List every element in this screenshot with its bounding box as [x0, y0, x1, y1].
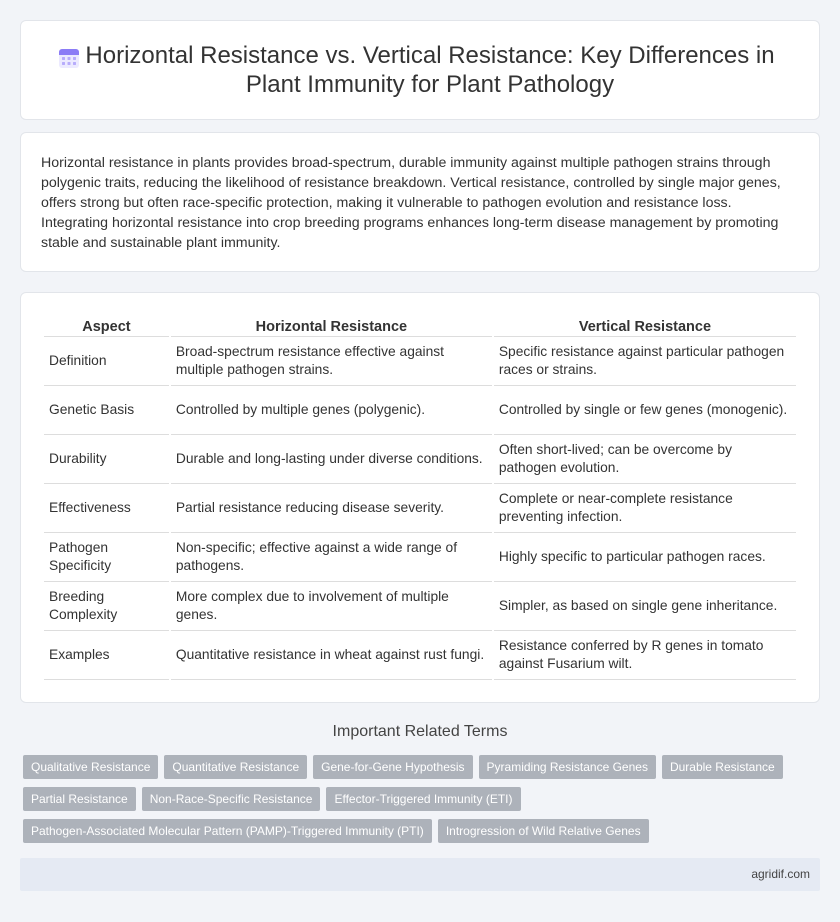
tag-qualitative-resistance[interactable]: Qualitative Resistance	[23, 755, 158, 779]
cell-aspect: Breeding Complexity	[44, 582, 169, 631]
column-header-horizontal: Horizontal Resistance	[171, 315, 492, 337]
cell-vertical: Highly specific to particular pathogen races.	[494, 533, 796, 582]
table-row	[44, 435, 796, 484]
tag-effector-triggered-immunity[interactable]: Effector-Triggered Immunity (ETI)	[326, 787, 520, 811]
cell-vertical: Specific resistance against particular pathogen races or strains.	[494, 337, 796, 386]
header-card	[20, 20, 820, 120]
cell-aspect: Examples	[44, 631, 169, 680]
cell-vertical: Often short-lived; can be overcome by pathogen evolution.	[494, 435, 796, 484]
cell-horizontal: Quantitative resistance in wheat against rust fungi.	[171, 631, 492, 680]
tag-introgression-wild-relative-genes[interactable]: Introgression of Wild Relative Genes	[438, 819, 649, 843]
comparison-table	[42, 315, 798, 680]
table-row	[44, 337, 796, 386]
footer	[20, 858, 820, 891]
tag-row	[23, 819, 823, 843]
cell-horizontal: More complex due to involvement of multiple genes.	[171, 582, 492, 631]
cell-vertical: Complete or near-complete resistance preventing infection.	[494, 484, 796, 533]
intro-text: Horizontal resistance in plants provides broad-spectrum, durable immunity against multiple pathogen strains through polygenic traits, reducing the likelihood of resistance breakdown. Vertical resistance, controlled by single major genes, offers strong but often race-specific protection, making it vulnerable to pathogen evolution and resistance loss. Integrating horizontal resistance into crop breeding programs enhances long-term disease management by promoting stable and sustainable plant immunity.	[41, 155, 781, 251]
tag-row	[23, 755, 823, 779]
cell-horizontal: Non-specific; effective against a wide range of pathogens.	[171, 533, 492, 582]
comparison-table-card	[20, 292, 820, 703]
tag-durable-resistance[interactable]: Durable Resistance	[662, 755, 783, 779]
cell-vertical: Controlled by single or few genes (monogenic).	[494, 386, 796, 435]
cell-horizontal: Partial resistance reducing disease severity.	[171, 484, 492, 533]
column-header-vertical: Vertical Resistance	[494, 315, 796, 337]
cell-aspect: Pathogen Specificity	[44, 533, 169, 582]
intro-card	[20, 132, 820, 272]
cell-vertical: Simpler, as based on single gene inheritance.	[494, 582, 796, 631]
tag-quantitative-resistance[interactable]: Quantitative Resistance	[164, 755, 307, 779]
cell-aspect: Definition	[44, 337, 169, 386]
table-row	[44, 631, 796, 680]
cell-aspect: Effectiveness	[44, 484, 169, 533]
related-terms-tags	[23, 755, 823, 851]
cell-aspect: Durability	[44, 435, 169, 484]
tag-non-race-specific-resistance[interactable]: Non-Race-Specific Resistance	[142, 787, 321, 811]
cell-horizontal: Broad-spectrum resistance effective against multiple pathogen strains.	[171, 337, 492, 386]
cell-aspect: Genetic Basis	[44, 386, 169, 435]
cell-horizontal: Controlled by multiple genes (polygenic).	[171, 386, 492, 435]
table-header-row	[44, 315, 796, 337]
table-row	[44, 386, 796, 435]
tag-partial-resistance[interactable]: Partial Resistance	[23, 787, 136, 811]
page-title: Horizontal Resistance vs. Vertical Resistance: Key Differences in Plant Immunity for Plant Pathology	[85, 42, 775, 98]
cell-horizontal: Durable and long-lasting under diverse conditions.	[171, 435, 492, 484]
related-terms-heading: Important Related Terms	[332, 723, 508, 740]
tag-pamp-triggered-immunity[interactable]: Pathogen-Associated Molecular Pattern (PAMP)-Triggered Immunity (PTI)	[23, 819, 432, 843]
footer-site-link[interactable]: agridif.com	[751, 867, 810, 881]
cell-vertical: Resistance conferred by R genes in tomato against Fusarium wilt.	[494, 631, 796, 680]
table-row	[44, 533, 796, 582]
tag-gene-for-gene-hypothesis[interactable]: Gene-for-Gene Hypothesis	[313, 755, 472, 779]
title-wrap	[21, 21, 819, 119]
column-header-aspect: Aspect	[44, 315, 169, 337]
tag-pyramiding-resistance-genes[interactable]: Pyramiding Resistance Genes	[479, 755, 656, 779]
tag-row	[23, 787, 823, 811]
table-row	[44, 484, 796, 533]
table-row	[44, 582, 796, 631]
